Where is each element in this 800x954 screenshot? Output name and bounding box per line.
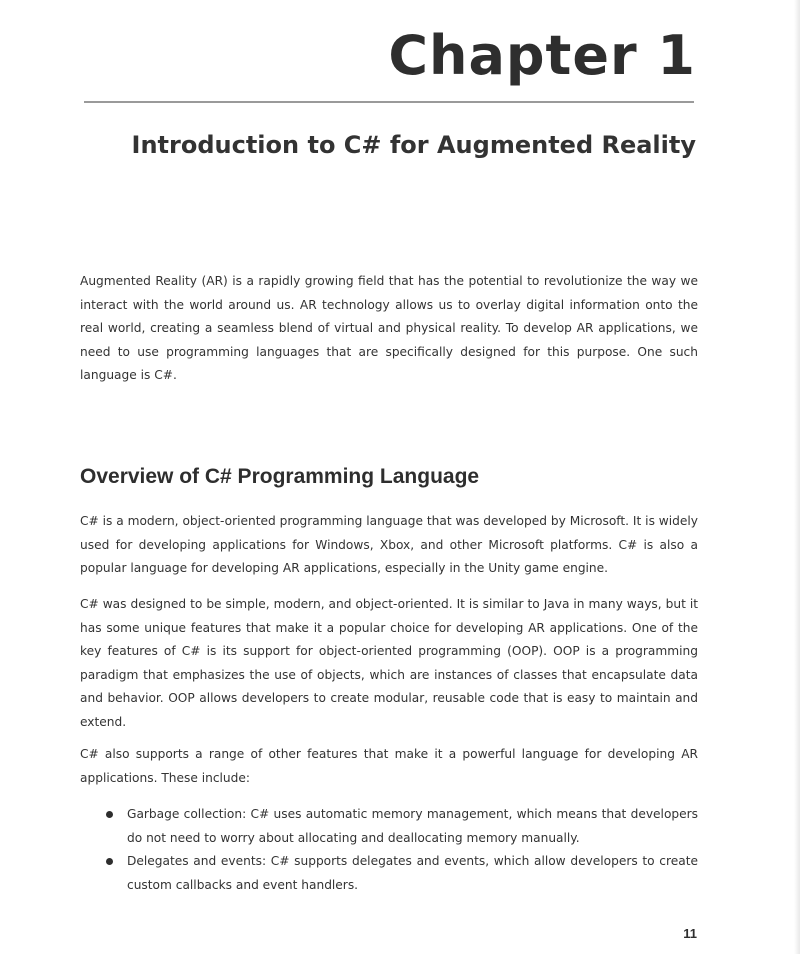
feature-bullet-list (80, 803, 698, 897)
bullet-text: Delegates and events: C# supports delegates and events, which allow developers to create custom callbacks and event handlers. (127, 854, 698, 892)
section-paragraph-3: C# also supports a range of other features that make it a powerful language for developing AR applications. These include: (80, 747, 698, 785)
bullet-text: Garbage collection: C# uses automatic memory management, which means that developers do not need to worry about allocating and deallocating memory manually. (127, 807, 698, 845)
chapter-subtitle: Introduction to C# for Augmented Reality (131, 131, 696, 159)
bullet-item-garbage-collection (80, 803, 698, 850)
section-heading: Overview of C# Programming Language (80, 465, 480, 488)
section-paragraph-1: C# is a modern, object-oriented programming language that was developed by Microsoft. It is widely used for developing applications for Windows, Xbox, and other Microsoft platforms. C# is also a popular language for developing AR applications, especially in the Unity game engine. (80, 514, 698, 575)
chapter-title: Chapter 1 (388, 24, 696, 87)
intro-paragraph: Augmented Reality (AR) is a rapidly growing field that has the potential to revolutionize the way we interact with the world around us. AR technology allows us to overlay digital information onto the real world, creating a seamless blend of virtual and physical reality. To develop AR applications, we need to use programming languages that are specifically designed for this purpose. One such language is C#. (80, 274, 698, 382)
bullet-icon (106, 811, 113, 818)
bullet-icon (106, 858, 113, 865)
section-paragraph-2: C# was designed to be simple, modern, and object-oriented. It is similar to Java in many ways, but it has some unique features that make it a popular choice for developing AR applications. One of the key features of C# is its support for object-oriented programming (OOP). OOP is a programming paradigm that emphasizes the use of objects, which are instances of classes that encapsulate data and behavior. OOP allows developers to create modular, reusable code that is easy to maintain and extend. (80, 597, 698, 729)
chapter-divider (84, 101, 694, 103)
page-number: 11 (683, 926, 697, 941)
page-edge-shadow (794, 0, 800, 954)
bullet-item-delegates-events (80, 850, 698, 897)
